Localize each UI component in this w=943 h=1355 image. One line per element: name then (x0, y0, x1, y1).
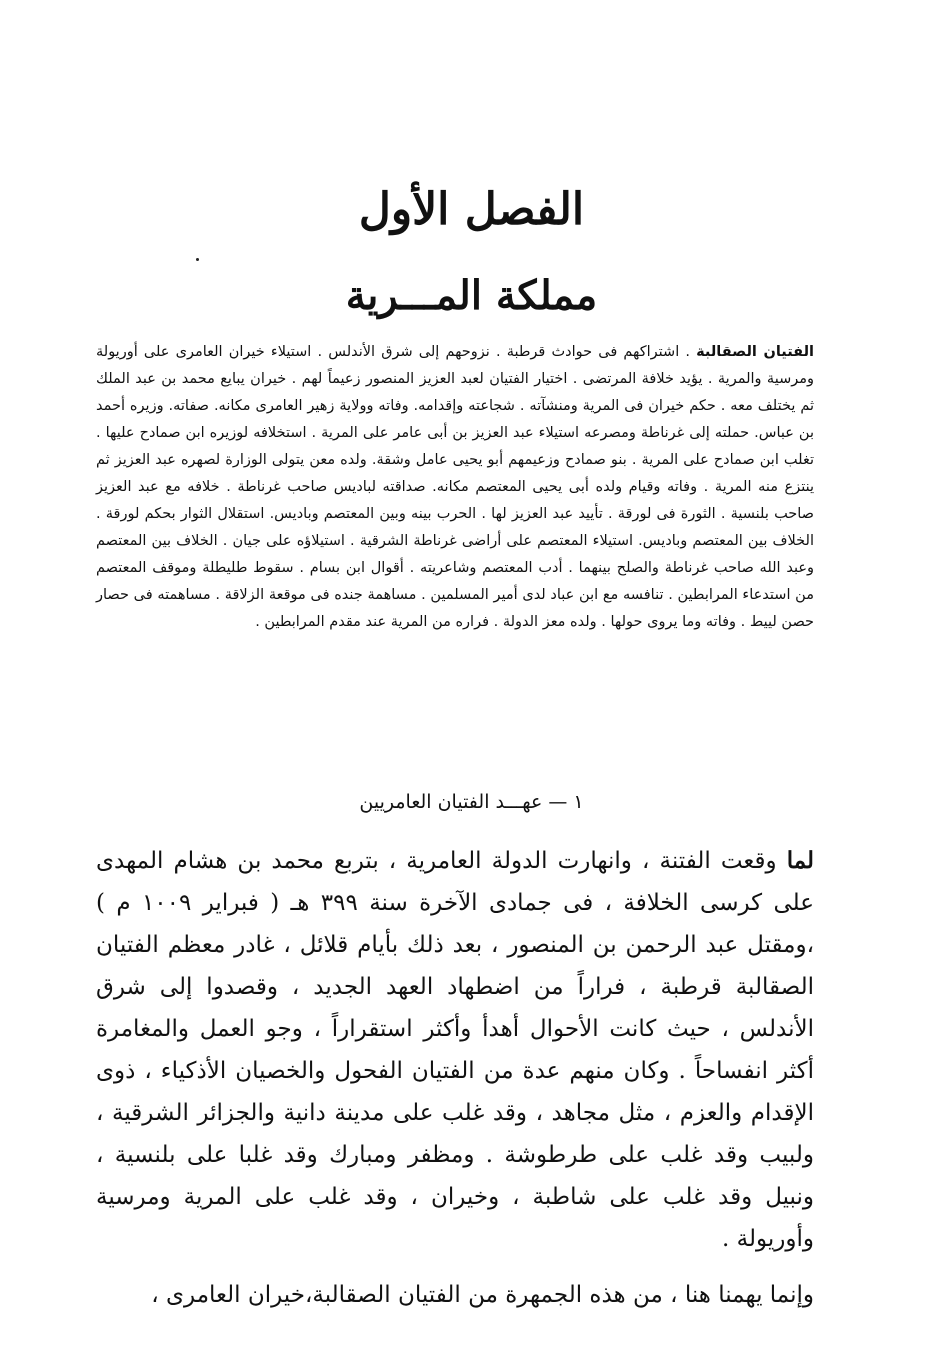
paragraph-lead-word: لما (786, 847, 814, 874)
section-heading: ١ — عهـــد الفتيان العامريين (359, 791, 584, 813)
summary-lead: الفتيان الصقالبة (696, 344, 814, 360)
ink-speck (196, 258, 199, 261)
paragraph-text: وقعت الفتنة ، وانهارت الدولة العامرية ، بتربع محمد بن هشام المهدى على كرسى الخلافة ، فى جمادى الآخرة سنة ٣٩٩ هـ ( فبراير ١٠٠٩ م ) ،ومقتل عبد الرحمن بن المنصور ، بعد ذلك بأيام قلائل ، غادر معظم الفتيان الصقالبة قرطبة ، فراراً من اضطهاد العهد الجديد ، وقصدوا إلى شرق الأندلس ، حيث كانت الأحوال أهدأ وأكثر استقراراً ، وجو العمل والمغامرة أكثر انفساحاً . وكان منهم عدة من الفتيان الفحول والخصيان الأذكياء ، ذوى الإقدام والعزم ، مثل مجاهد ، وقد غلب على مدينة دانية والجزائر الشرقية ، ولبيب وقد غلب على طرطوشة . ومظفر ومبارك وقد غلبا على بلنسية ، ونبيل وقد غلب على شاطبة ، وخيران ، وقد غلب على المرية ومرسية وأوريولة . (96, 848, 814, 1252)
paragraph-text: وإنما يهمنا هنا ، من هذه الجمهرة من الفتيان الصقالبة،خيران العامرى ، (151, 1282, 814, 1308)
chapter-summary (96, 339, 814, 636)
chapter-title: الفصل الأول (358, 184, 585, 235)
summary-text: . اشتراكهم فى حوادث قرطبة . نزوحهم إلى شرق الأندلس . استيلاء خيران العامرى على أوريولة ومرسية والمرية . يؤيد خلافة المرتضى . اختيار الفتيان لعبد العزيز المنصور زعيماً لهم . خيران يبايع محمد بن عبد الملك ثم يختلف معه . حكم خيران فى المرية ومنشآته . شجاعته وإقدامه. وفاته وولاية زهير العامرى مكانه. صفاته. وزيره أحمد بن عباس. حملته إلى غرناطة ومصرعه استيلاء عبد العزيز بن أبى عامر على المرية . استخلافه لوزيره ابن صمادح عليها . تغلب ابن صمادح على المرية . بنو صمادح وزعيمهم أبو يحيى عامل وشقة. ولده معن يتولى الوزارة لصهره عبد العزيز ثم ينتزع منه المرية . وفاته وقيام ولده أبى يحيى المعتصم مكانه. صداقته لباديس صاحب غرناطة . خلافه مع عبد العزيز صاحب بلنسية . الثورة فى لورقة . تأييد عبد العزيز لها . الحرب بينه وبين المعتصم وباديس. استقلال الثوار بحكم لورقة . الخلاف بين المعتصم وباديس. استيلاء المعتصم على أراضى غرناطة الشرقية . استيلاؤه على جيان . الخلاف بين المعتصم وعبد الله صاحب غرناطة والصلح بينهما . أدب المعتصم وشاعريته . أقوال ابن بسام . سقوط طليطلة وموقف المعتصم من استدعاء المرابطين . تنافسه مع ابن عباد لدى أمير المسلمين . مساهمة جنده فى موقعة الزلاقة . مساهمته فى حصار حصن لييط . وفاته وما يروى حولها . ولده معز الدولة . فراره من المرية عند مقدم المرابطين . (96, 344, 814, 630)
chapter-subtitle: مملكة المـــرية (345, 272, 598, 319)
body-paragraph-1 (96, 840, 814, 1260)
body-text (96, 840, 814, 1316)
body-paragraph-2 (96, 1274, 814, 1316)
